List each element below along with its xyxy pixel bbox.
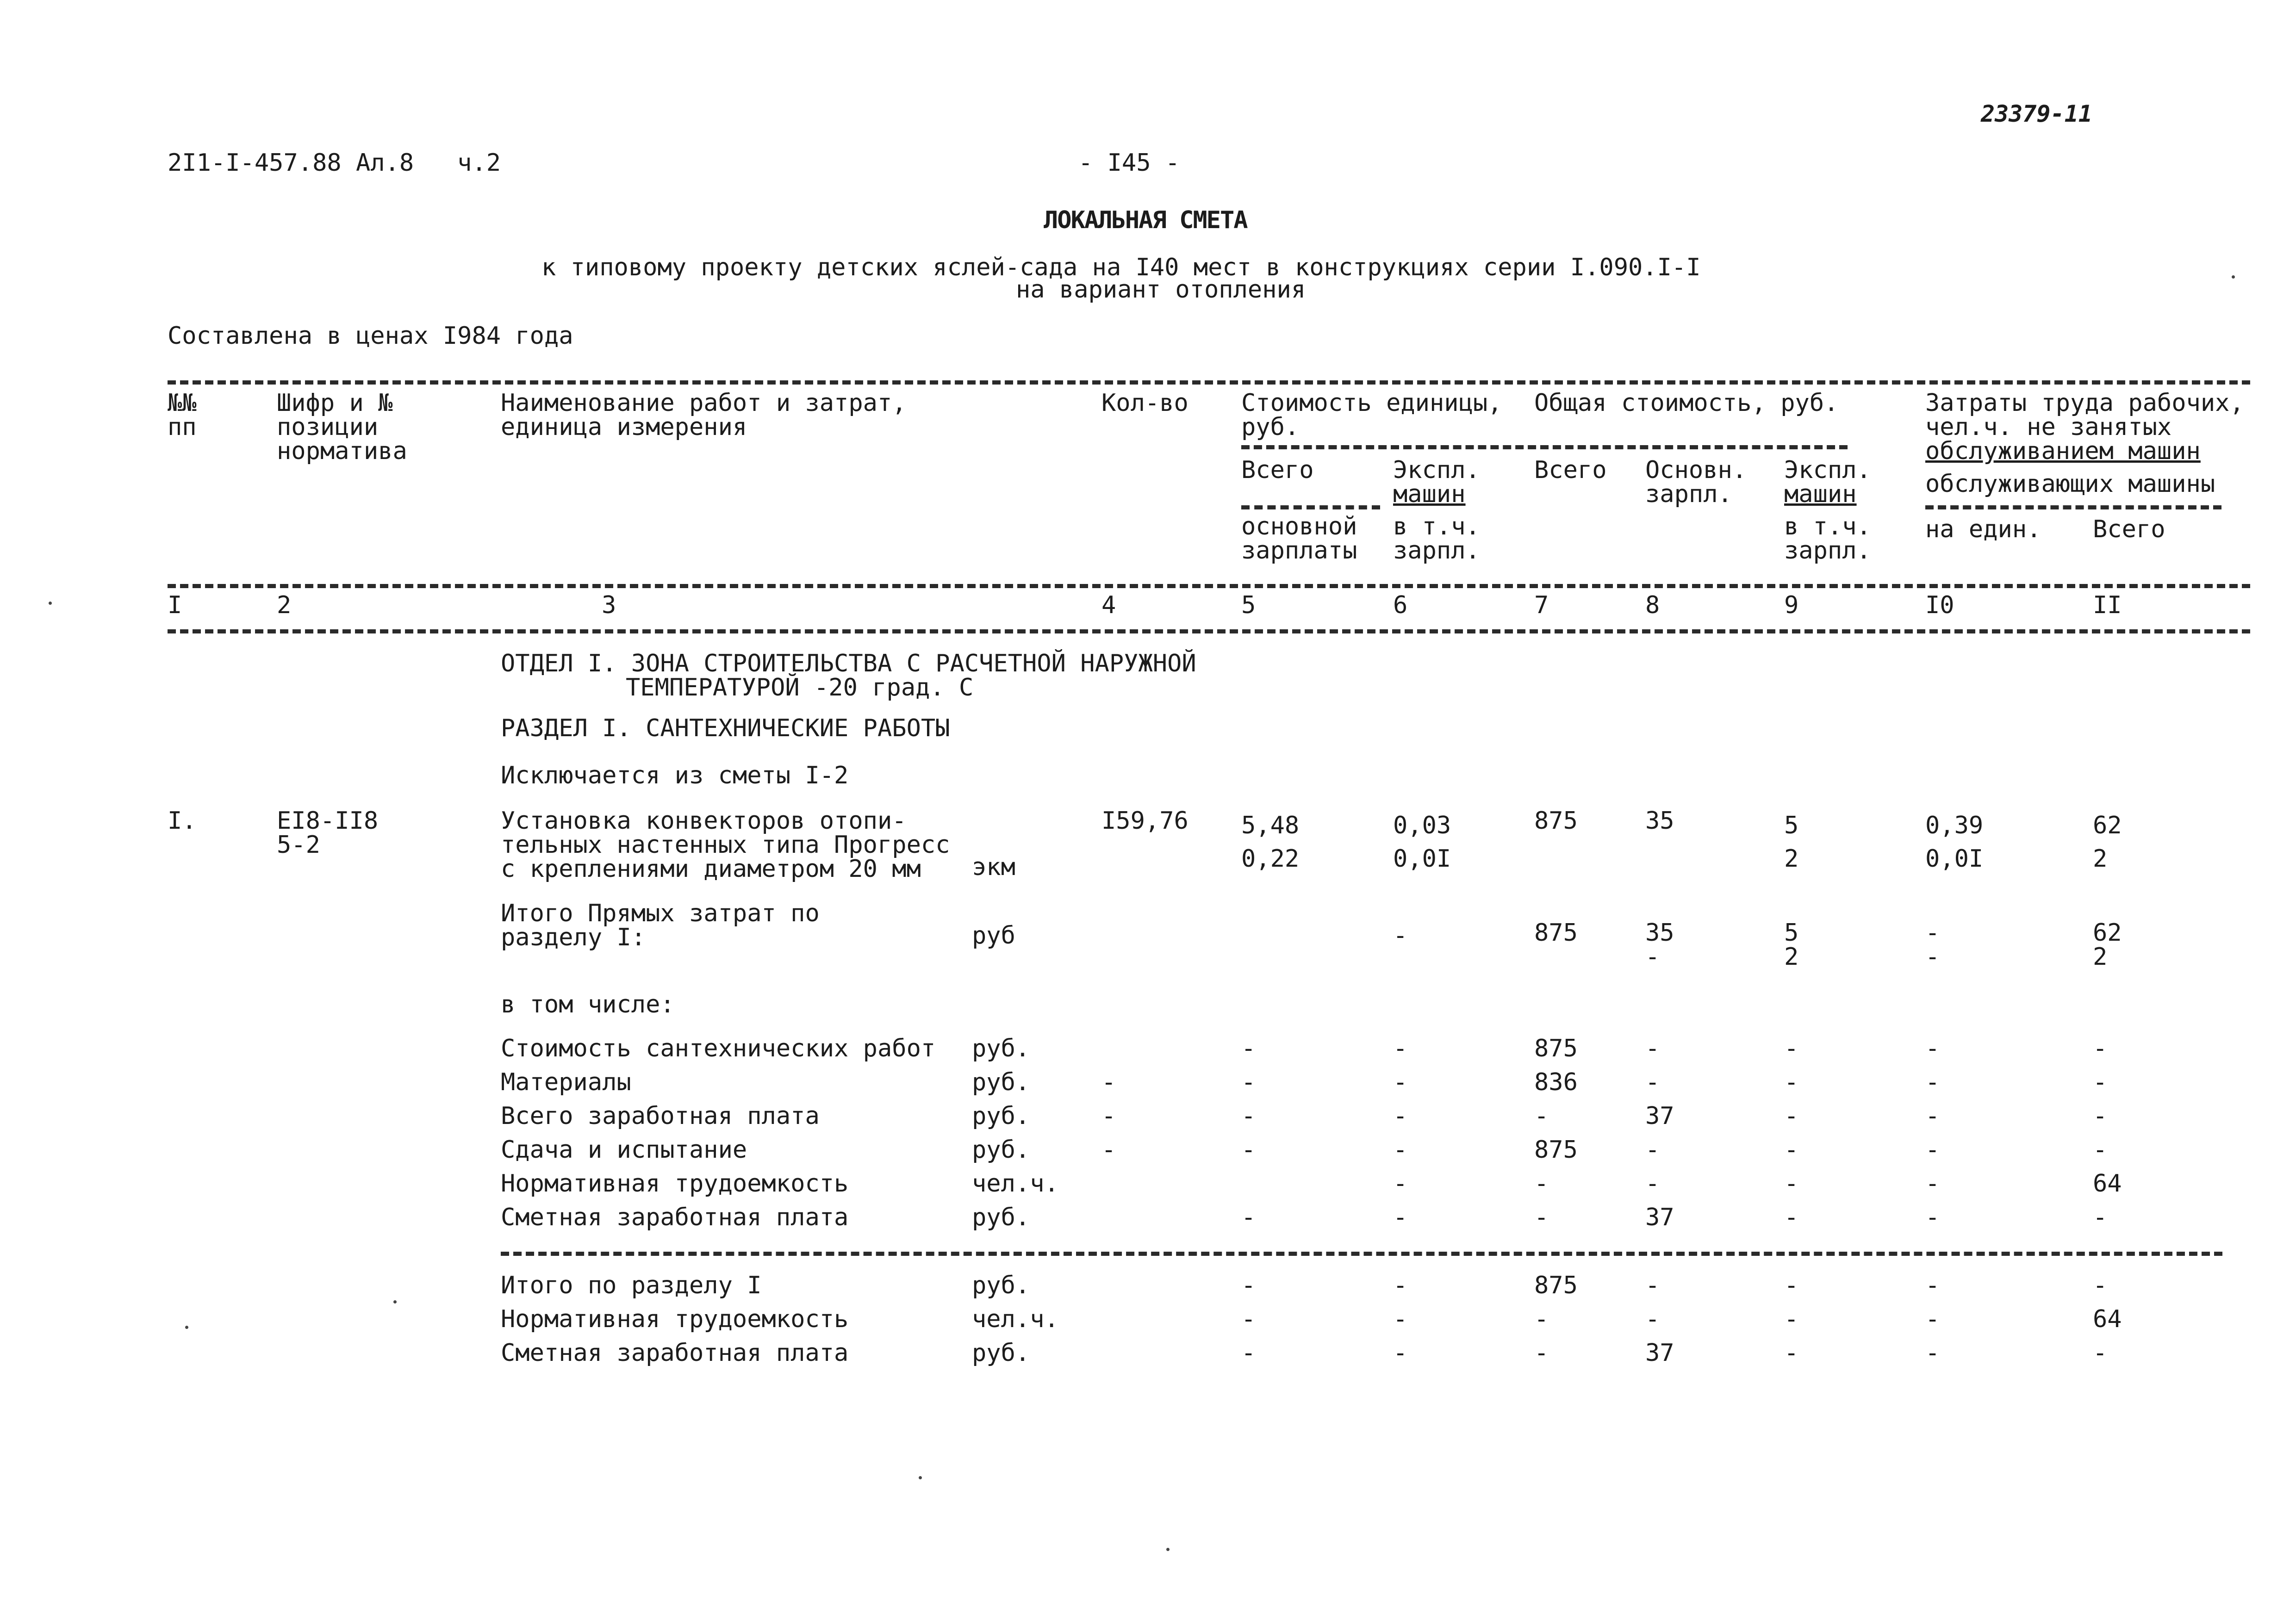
item-labor-total: 62 2 bbox=[2093, 812, 2122, 873]
row-c9: - bbox=[1784, 1170, 1799, 1198]
item-total: 875 bbox=[1534, 807, 1578, 835]
row-c4: - bbox=[1101, 1136, 1116, 1164]
row-c8: 37 bbox=[1645, 1204, 1674, 1231]
row-c10: - bbox=[1925, 1272, 1940, 1299]
row-c6: - bbox=[1393, 1305, 1408, 1333]
col-number: 9 bbox=[1784, 591, 1799, 619]
col-8-header: Основн. зарпл. bbox=[1645, 456, 1747, 508]
row-unit: руб. bbox=[972, 1102, 1030, 1130]
including-label: в том числе: bbox=[501, 991, 675, 1018]
row-c5: - bbox=[1241, 1035, 1256, 1062]
document-title: ЛОКАЛЬНАЯ СМЕТА bbox=[1044, 206, 1247, 234]
col-5-subrule bbox=[1241, 505, 1380, 509]
row-name: Стоимость сантехнических работ bbox=[501, 1035, 936, 1062]
row-c7: - bbox=[1534, 1170, 1549, 1198]
row-c9: - bbox=[1784, 1272, 1799, 1299]
row-c9: - bbox=[1784, 1102, 1799, 1130]
row-c10: - bbox=[1925, 1305, 1940, 1333]
row-c5: - bbox=[1241, 1136, 1256, 1164]
row-c6: - bbox=[1393, 1339, 1408, 1367]
header-rule-top bbox=[168, 380, 2250, 385]
row-c11: - bbox=[2093, 1035, 2108, 1062]
document-subtitle: к типовому проекту детских яслей-сада на I40 мест в конструкциях серии I.090.I-I bbox=[541, 254, 1701, 281]
col-11-header: Всего bbox=[2093, 515, 2165, 543]
item-unit: экм bbox=[972, 853, 1015, 881]
header-rule-mid bbox=[168, 584, 2250, 588]
scan-speck bbox=[919, 1476, 922, 1479]
row-c9: - bbox=[1784, 1305, 1799, 1333]
row-name: Сметная заработная плата bbox=[501, 1204, 849, 1231]
row-c9: - bbox=[1784, 1339, 1799, 1367]
department-title: ОТДЕЛ I. ЗОНА СТРОИТЕЛЬСТВА С РАСЧЕТНОЙ НАРУЖНОЙ ТЕМПЕРАТУРОЙ -20 град. С bbox=[501, 650, 1196, 701]
row-c8: - bbox=[1645, 1136, 1660, 1164]
row-c5: - bbox=[1241, 1204, 1256, 1231]
col-5-subheader: основной зарплаты bbox=[1241, 513, 1357, 565]
excluded-note: Исключается из сметы I-2 bbox=[501, 762, 849, 789]
row-c6: - bbox=[1393, 1136, 1408, 1164]
col-7-header: Всего bbox=[1534, 456, 1607, 484]
row-c8: - bbox=[1645, 1068, 1660, 1096]
row-c9: - bbox=[1784, 1136, 1799, 1164]
item-quantity: I59,76 bbox=[1101, 807, 1188, 835]
scan-speck bbox=[393, 1300, 397, 1303]
row-c8: 37 bbox=[1645, 1339, 1674, 1367]
row-c11: - bbox=[2093, 1068, 2108, 1096]
direct-costs-label: Итого Прямых затрат по разделу I: bbox=[501, 900, 820, 951]
row-c11: - bbox=[2093, 1136, 2108, 1164]
col-6-header: Экспл. машин bbox=[1393, 456, 1480, 508]
row-c10: - bbox=[1925, 1102, 1940, 1130]
col-7-group-header: Общая стоимость, руб. bbox=[1534, 389, 1839, 417]
direct-costs-c10: - - bbox=[1925, 919, 1940, 971]
item-machine-cost: 0,03 0,0I bbox=[1393, 812, 1451, 873]
row-unit: руб. bbox=[972, 1339, 1030, 1367]
col-number: 7 bbox=[1534, 591, 1549, 619]
row-name: Итого по разделу I bbox=[501, 1272, 762, 1299]
col-1-header: №№ пп bbox=[168, 389, 197, 441]
col-10-subrule bbox=[1925, 505, 2221, 509]
col-5-group-header: Стоимость единицы, руб. bbox=[1241, 389, 1502, 441]
item-labor-unit: 0,39 0,0I bbox=[1925, 812, 1984, 873]
row-name: Всего заработная плата bbox=[501, 1102, 820, 1130]
row-c10: - bbox=[1925, 1204, 1940, 1231]
col-4-header: Кол-во bbox=[1101, 389, 1188, 417]
col-number: I bbox=[168, 591, 182, 619]
direct-costs-c6: - bbox=[1393, 922, 1408, 950]
row-c4: - bbox=[1101, 1068, 1116, 1096]
item-machine-total: 5 2 bbox=[1784, 812, 1799, 873]
item-unit-cost: 5,48 0,22 bbox=[1241, 812, 1300, 873]
col-number: 6 bbox=[1393, 591, 1408, 619]
col-number: 2 bbox=[277, 591, 292, 619]
col-number: I0 bbox=[1925, 591, 1954, 619]
col-9-header: Экспл. машин bbox=[1784, 456, 1871, 508]
direct-costs-c9: 5 2 bbox=[1784, 919, 1799, 971]
col-number: 5 bbox=[1241, 591, 1256, 619]
direct-costs-c7: 875 bbox=[1534, 919, 1578, 947]
row-c6: - bbox=[1393, 1068, 1408, 1096]
col-10-header: на един. bbox=[1925, 515, 2041, 543]
row-unit: чел.ч. bbox=[972, 1305, 1059, 1333]
row-c11: - bbox=[2093, 1102, 2108, 1130]
page-number: - I45 - bbox=[1078, 149, 1180, 177]
row-c9: - bbox=[1784, 1035, 1799, 1062]
row-c6: - bbox=[1393, 1170, 1408, 1198]
row-c5: - bbox=[1241, 1272, 1256, 1299]
col-5-header: Всего bbox=[1241, 456, 1314, 484]
row-c10: - bbox=[1925, 1068, 1940, 1096]
row-name: Материалы bbox=[501, 1068, 631, 1096]
col-number: 3 bbox=[602, 591, 616, 619]
col-2-header: Шифр и № позиции норматива bbox=[277, 389, 407, 465]
row-unit: руб. bbox=[972, 1035, 1030, 1062]
row-c7: 875 bbox=[1534, 1272, 1578, 1299]
row-c10: - bbox=[1925, 1136, 1940, 1164]
row-c5: - bbox=[1241, 1068, 1256, 1096]
cost-group-rule bbox=[1241, 445, 1848, 449]
row-unit: руб. bbox=[972, 1272, 1030, 1299]
item-number: I. bbox=[168, 807, 197, 835]
totals-rule bbox=[501, 1252, 2222, 1256]
scan-speck bbox=[2232, 275, 2235, 279]
part-title: РАЗДЕЛ I. САНТЕХНИЧЕСКИЕ РАБОТЫ bbox=[501, 714, 950, 742]
row-c6: - bbox=[1393, 1035, 1408, 1062]
row-c8: - bbox=[1645, 1170, 1660, 1198]
col-9-subheader: в т.ч. зарпл. bbox=[1784, 513, 1871, 565]
row-c9: - bbox=[1784, 1204, 1799, 1231]
row-c7: 836 bbox=[1534, 1068, 1578, 1096]
row-c8: - bbox=[1645, 1305, 1660, 1333]
document-code: 2I1-I-457.88 Ал.8 ч.2 bbox=[168, 149, 501, 177]
header-rule-bottom bbox=[168, 629, 2250, 633]
row-c11: 64 bbox=[2093, 1305, 2122, 1333]
row-c7: - bbox=[1534, 1102, 1549, 1130]
row-name: Сдача и испытание bbox=[501, 1136, 747, 1164]
col-number: 4 bbox=[1101, 591, 1116, 619]
scan-speck bbox=[185, 1326, 188, 1329]
direct-costs-c8: 35 - bbox=[1645, 919, 1674, 971]
row-unit: руб. bbox=[972, 1204, 1030, 1231]
col-number: II bbox=[2093, 591, 2122, 619]
row-c5: - bbox=[1241, 1305, 1256, 1333]
scan-speck bbox=[1166, 1548, 1170, 1551]
row-c7: - bbox=[1534, 1204, 1549, 1231]
row-c7: 875 bbox=[1534, 1136, 1578, 1164]
row-c5: - bbox=[1241, 1102, 1256, 1130]
row-c10: - bbox=[1925, 1170, 1940, 1198]
document-subtitle-2: на вариант отопления bbox=[1016, 276, 1306, 304]
row-unit: руб. bbox=[972, 1068, 1030, 1096]
row-c9: - bbox=[1784, 1068, 1799, 1096]
row-c8: - bbox=[1645, 1035, 1660, 1062]
row-name: Нормативная трудоемкость bbox=[501, 1305, 849, 1333]
row-c6: - bbox=[1393, 1272, 1408, 1299]
row-c10: - bbox=[1925, 1339, 1940, 1367]
row-c4: - bbox=[1101, 1102, 1116, 1130]
row-unit: чел.ч. bbox=[972, 1170, 1059, 1198]
row-c7: - bbox=[1534, 1305, 1549, 1333]
row-c11: - bbox=[2093, 1204, 2108, 1231]
row-c8: - bbox=[1645, 1272, 1660, 1299]
row-c11: - bbox=[2093, 1339, 2108, 1367]
col-10-subgroup-header: обслуживающих машины bbox=[1925, 470, 2215, 498]
row-unit: руб. bbox=[972, 1136, 1030, 1164]
archive-stamp: 23379-11 bbox=[1981, 100, 2092, 127]
col-6-subheader: в т.ч. зарпл. bbox=[1393, 513, 1480, 565]
scan-speck bbox=[49, 602, 52, 605]
row-c11: 64 bbox=[2093, 1170, 2122, 1198]
row-c10: - bbox=[1925, 1035, 1940, 1062]
item-code: EI8-II8 5-2 bbox=[277, 807, 379, 859]
item-name: Установка конвекторов отопи- тельных настенных типа Прогресс с креплениями диаметром 20 мм bbox=[501, 807, 950, 883]
row-c8: 37 bbox=[1645, 1102, 1674, 1130]
row-c11: - bbox=[2093, 1272, 2108, 1299]
row-c7: 875 bbox=[1534, 1035, 1578, 1062]
col-number: 8 bbox=[1645, 591, 1660, 619]
direct-costs-c11: 62 2 bbox=[2093, 919, 2122, 971]
row-name: Сметная заработная плата bbox=[501, 1339, 849, 1367]
col-3-header: Наименование работ и затрат, единица измерения bbox=[501, 389, 907, 441]
row-c7: - bbox=[1534, 1339, 1549, 1367]
col-10-group-header: Затраты труда рабочих, чел.ч. не занятых обслуживанием машин bbox=[1925, 389, 2244, 465]
direct-costs-unit: руб bbox=[972, 922, 1015, 950]
prices-note: Составлена в ценах I984 года bbox=[168, 322, 573, 350]
row-name: Нормативная трудоемкость bbox=[501, 1170, 849, 1198]
row-c5: - bbox=[1241, 1339, 1256, 1367]
item-base-wage: 35 bbox=[1645, 807, 1674, 835]
row-c6: - bbox=[1393, 1102, 1408, 1130]
row-c6: - bbox=[1393, 1204, 1408, 1231]
